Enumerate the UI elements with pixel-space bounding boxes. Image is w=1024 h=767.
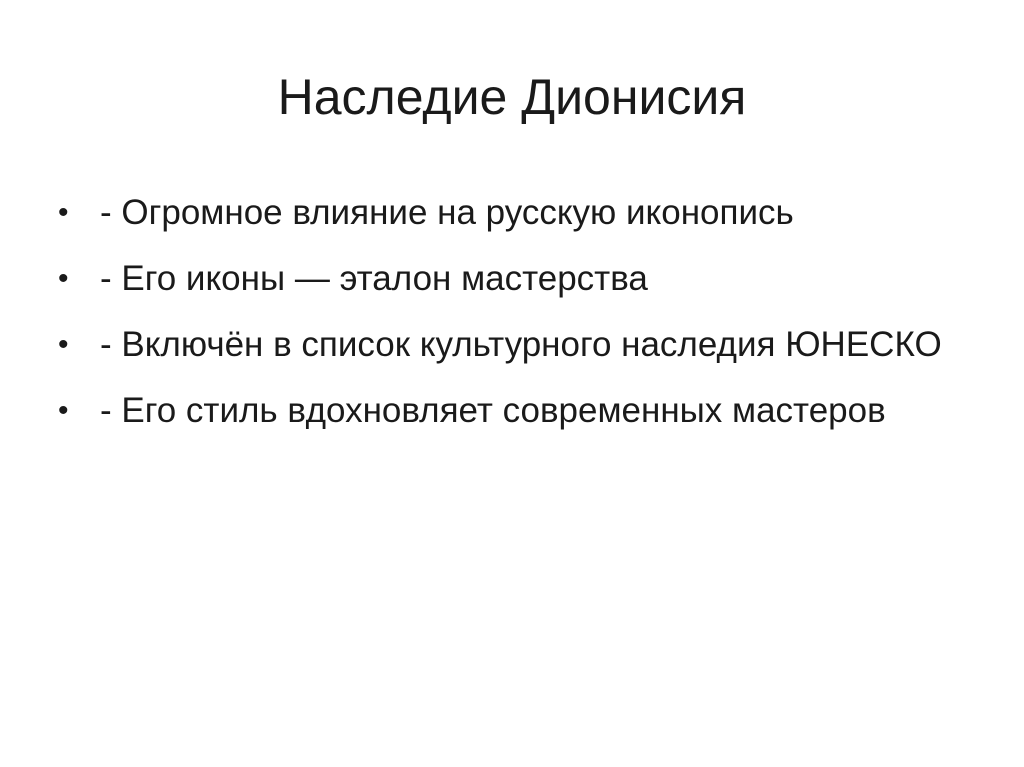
bullet-text: - Включён в список культурного наследия ЮНЕСКО [100, 325, 942, 364]
list-item [58, 384, 958, 438]
bullet-icon: • [58, 262, 69, 295]
bullet-icon: • [58, 328, 69, 361]
bullet-icon: • [58, 196, 69, 229]
bullet-text: - Огромное влияние на русскую иконопись [100, 193, 794, 232]
list-item [58, 186, 958, 240]
bullet-text: - Его иконы — эталон мастерства [100, 259, 648, 298]
list-item [58, 318, 958, 372]
slide-title: Наследие Дионисия [277, 69, 747, 125]
bullet-text: - Его стиль вдохновляет современных мастеров [100, 391, 886, 430]
bullet-icon: • [58, 394, 69, 427]
bullet-list [58, 186, 958, 450]
list-item [58, 252, 958, 306]
